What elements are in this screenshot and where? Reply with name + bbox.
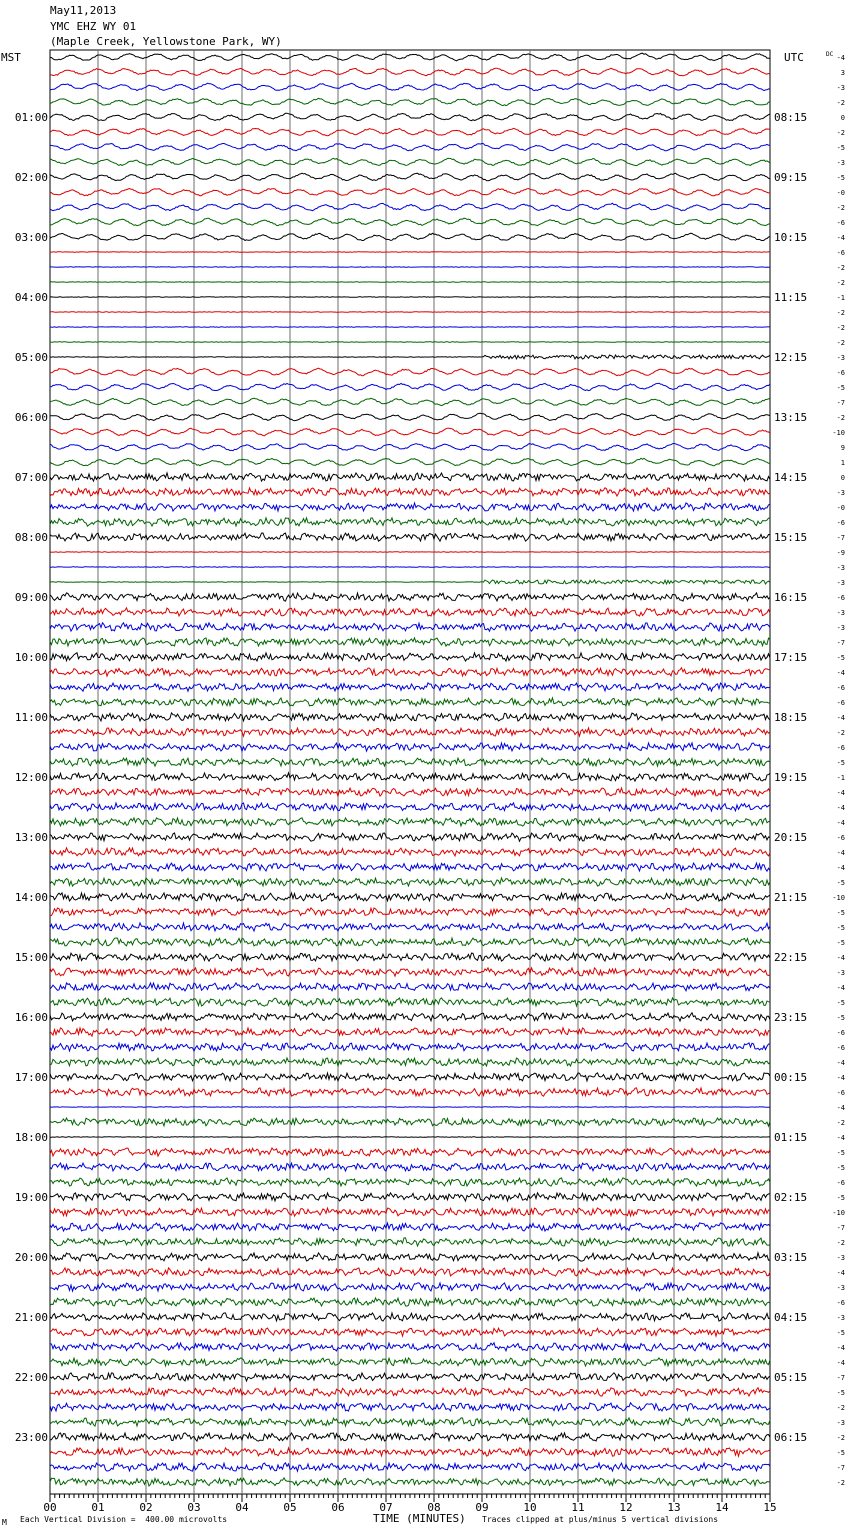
utc-hour-label: 13:15 [774,411,808,424]
trace-line [50,1088,770,1096]
dc-offset-label: -2 [836,1119,845,1127]
corner-mark: M [2,1518,7,1527]
dc-offset-label: -4 [836,984,845,992]
trace-line [50,878,770,886]
trace-line [50,1148,770,1156]
trace-line [50,1208,770,1216]
x-tick-label: 08 [427,1501,441,1514]
mst-hour-label: 14:00 [14,891,48,904]
x-tick-label: 07 [379,1501,393,1514]
dc-offset-label: -10 [832,894,845,902]
dc-offset-label: -2 [836,1434,845,1442]
dc-offset-label: -5 [836,384,845,392]
trace-line [50,1283,770,1291]
dc-offset-label: -3 [836,579,845,587]
trace-line [50,683,770,691]
trace-line [50,1163,770,1171]
dc-offset-label: -6 [836,519,845,527]
trace-line [50,473,770,481]
utc-hour-label: 15:15 [774,531,808,544]
dc-offset-label: -4 [836,1074,845,1082]
dc-offset-label: -4 [836,789,845,797]
dc-offset-label: -4 [836,1104,845,1112]
dc-offset-label: -3 [836,354,845,362]
dc-offset-label: -4 [836,714,845,722]
dc-offset-label: -4 [836,804,845,812]
trace-line [50,1073,770,1081]
mst-hour-label: 17:00 [14,1071,48,1084]
dc-offset-label: -3 [836,624,845,632]
clip-note: Traces clipped at plus/minus 5 vertical divisions [482,1515,719,1524]
x-tick-label: 01 [91,1501,105,1514]
utc-hour-label: 18:15 [774,711,808,724]
dc-offset-label: -7 [836,639,845,647]
trace-line [50,83,770,91]
dc-offset-label: -0 [836,504,845,512]
mst-hour-label: 08:00 [14,531,48,544]
dc-offset-label: -3 [836,84,845,92]
dc-offset-label: -7 [836,1464,845,1472]
mst-hour-label: 05:00 [14,351,48,364]
trace-line [50,533,770,541]
dc-offset-label: -5 [836,174,845,182]
mst-hour-label: 04:00 [14,291,48,304]
trace-line [50,1418,770,1426]
dc-offset-label: 9 [840,444,845,452]
utc-hour-label: 02:15 [774,1191,808,1204]
dc-offset-label: -3 [836,1254,845,1262]
dc-offset-label: -6 [836,594,845,602]
mst-hour-label: 02:00 [14,171,48,184]
trace-line [50,1358,770,1366]
utc-hour-label: 06:15 [774,1431,808,1444]
trace-line [50,638,770,646]
trace-line [50,1193,770,1201]
dc-offset-label: -6 [836,1044,845,1052]
dc-offset-label: -5 [836,1194,845,1202]
utc-hour-label: 19:15 [774,771,808,784]
mst-hour-label: 10:00 [14,651,48,664]
trace-line [50,189,770,196]
dc-offset-label: -6 [836,1029,845,1037]
trace-line [50,863,770,871]
dc-offset-label: -7 [836,399,845,407]
trace-line [50,1043,770,1051]
station-label: YMC EHZ WY 01 [50,20,137,33]
x-tick-label: 12 [619,1501,633,1514]
x-tick-label: 14 [715,1501,729,1514]
trace-line [50,1388,770,1396]
trace-line [50,938,770,946]
dc-offset-label: -6 [836,1179,845,1187]
trace-line [50,1013,770,1021]
trace-line [50,443,770,450]
mst-hour-label: 20:00 [14,1251,48,1264]
dc-offset-label: -5 [836,1329,845,1337]
dc-offset-label: 0 [840,114,845,122]
utc-hour-label: 20:15 [774,831,808,844]
x-tick-label: 00 [43,1501,57,1514]
x-tick-label: 13 [667,1501,681,1514]
dc-offset-label: -2 [836,414,845,422]
dc-offset-label: -4 [836,1134,845,1142]
dc-offset-label: -0 [836,189,845,197]
dc-offset-label: -4 [836,1059,845,1067]
dc-offset-label: -3 [836,609,845,617]
trace-line [50,1373,770,1381]
dc-offset-label: -5 [836,759,845,767]
mst-hour-label: 01:00 [14,111,48,124]
dc-offset-label: -1 [836,294,845,302]
trace-line [50,1343,770,1351]
dc-offset-label: -3 [836,1314,845,1322]
dc-offset-label: -4 [836,954,845,962]
utc-hour-label: 11:15 [774,291,808,304]
dc-offset-label: -4 [836,234,845,242]
x-axis-title: TIME (MINUTES) [373,1512,466,1525]
trace-line [50,398,770,405]
trace-line [50,68,770,76]
dc-offset-label: -7 [836,534,845,542]
trace-line [50,218,770,226]
trace-line [50,1313,770,1321]
utc-hour-label: 09:15 [774,171,808,184]
trace-line [50,383,770,390]
trace-line [50,968,770,976]
utc-hour-label: 01:15 [774,1131,808,1144]
dc-offset-label: -6 [836,1089,845,1097]
dc-offset-label: -6 [836,369,845,377]
utc-hour-label: 14:15 [774,471,808,484]
trace-line [50,593,770,601]
utc-hour-label: 03:15 [774,1251,808,1264]
dc-offset-label: -3 [836,969,845,977]
mst-hour-label: 18:00 [14,1131,48,1144]
x-tick-label: 15 [763,1501,777,1514]
x-tick-label: 10 [523,1501,537,1514]
utc-axis-label: UTC [784,51,804,64]
mst-hour-label: 22:00 [14,1371,48,1384]
utc-hour-label: 04:15 [774,1311,808,1324]
trace-line [50,158,770,165]
dc-offset-label: -4 [836,1269,845,1277]
dc-offset-label: -7 [836,1374,845,1382]
trace-line [50,758,770,766]
mst-hour-label: 12:00 [14,771,48,784]
dc-offset-label: -5 [836,999,845,1007]
dc-offset-label: -1 [836,774,845,782]
trace-line [50,518,770,526]
dc-offset-label: -2 [836,1239,845,1247]
trace-line [50,743,770,751]
dc-offset-label: -4 [836,849,845,857]
scale-note: Each Vertical Division = 400.00 microvolts [20,1515,228,1524]
trace-line [50,458,770,466]
dc-label: DC [826,51,834,58]
trace-line [50,173,770,181]
dc-offset-label: -5 [836,1149,845,1157]
trace-line [50,1463,770,1471]
dc-offset-label: -10 [832,1209,845,1217]
dc-offset-label: -4 [836,54,845,62]
dc-offset-label: -2 [836,129,845,137]
mst-hour-label: 03:00 [14,231,48,244]
trace-line [50,773,770,781]
dc-offset-label: -5 [836,939,845,947]
trace-line [50,803,770,811]
dc-offset-label: -6 [836,684,845,692]
trace-line [50,203,770,211]
trace-line [50,1448,770,1456]
trace-line [50,788,770,796]
utc-hour-label: 08:15 [774,111,808,124]
x-tick-label: 06 [331,1501,345,1514]
mst-hour-label: 09:00 [14,591,48,604]
trace-line [50,923,770,931]
trace-line [50,1058,770,1066]
dc-offset-label: -6 [836,1299,845,1307]
dc-offset-label: -6 [836,834,845,842]
trace-line [50,233,770,240]
trace-line [50,623,770,631]
trace-line [50,608,770,616]
dc-offset-label: -2 [836,324,845,332]
dc-offset-label: -3 [836,159,845,167]
dc-offset-label: -5 [836,1164,845,1172]
trace-line [50,1328,770,1336]
mst-hour-label: 16:00 [14,1011,48,1024]
dc-offset-label: -5 [836,1389,845,1397]
trace-line [50,428,770,436]
mst-hour-label: 06:00 [14,411,48,424]
dc-offset-label: -2 [836,729,845,737]
dc-offset-label: -6 [836,219,845,227]
dc-offset-label: -5 [836,654,845,662]
dc-offset-label: -3 [836,1284,845,1292]
dc-offset-label: -5 [836,909,845,917]
x-tick-label: 11 [571,1501,585,1514]
x-tick-label: 05 [283,1501,297,1514]
dc-offset-label: -2 [836,264,845,272]
x-tick-label: 02 [139,1501,153,1514]
trace-line [50,1238,770,1246]
mst-hour-label: 21:00 [14,1311,48,1324]
dc-offset-label: -6 [836,699,845,707]
trace-line [50,1478,770,1486]
trace-line [50,368,770,376]
mst-hour-label: 19:00 [14,1191,48,1204]
dc-offset-label: -5 [836,924,845,932]
trace-line [50,355,770,359]
trace-line [50,908,770,916]
trace-line [50,833,770,841]
dc-offset-label: -10 [832,429,845,437]
utc-hour-label: 10:15 [774,231,808,244]
x-tick-label: 09 [475,1501,489,1514]
x-tick-label: 04 [235,1501,249,1514]
trace-line [50,1433,770,1441]
trace-line [50,953,770,961]
dc-offset-label: -3 [836,489,845,497]
dc-offset-label: -6 [836,744,845,752]
trace-line [50,848,770,856]
trace-line [50,1178,770,1186]
dc-offset-label: -5 [836,879,845,887]
trace-line [50,488,770,496]
dc-offset-label: -5 [836,1449,845,1457]
trace-line [50,818,770,826]
trace-line [50,1253,770,1261]
trace-line [50,653,770,661]
dc-offset-label: 0 [840,474,845,482]
dc-offset-label: -2 [836,1404,845,1412]
dc-offset-label: -2 [836,99,845,107]
trace-line [50,1028,770,1036]
trace-line [50,1118,770,1126]
mst-hour-label: 23:00 [14,1431,48,1444]
utc-hour-label: 00:15 [774,1071,808,1084]
trace-line [50,98,770,106]
dc-offset-label: -5 [836,1014,845,1022]
dc-offset-label: 1 [840,459,845,467]
trace-line [50,1223,770,1231]
utc-hour-label: 21:15 [774,891,808,904]
trace-line [50,503,770,511]
trace-line [50,113,770,121]
dc-offset-label: -4 [836,669,845,677]
date-label: May11,2013 [50,4,117,17]
utc-hour-label: 22:15 [774,951,808,964]
dc-offset-label: -2 [836,309,845,317]
utc-hour-label: 05:15 [774,1371,808,1384]
dc-offset-label: -4 [836,1344,845,1352]
utc-hour-label: 12:15 [774,351,808,364]
dc-offset-label: -7 [836,1224,845,1232]
dc-offset-label: -4 [836,819,845,827]
trace-line [50,713,770,721]
dc-offset-label: -3 [836,564,845,572]
utc-hour-label: 16:15 [774,591,808,604]
trace-line [50,698,770,706]
dc-offset-label: -2 [836,1479,845,1487]
trace-line [50,668,770,676]
trace-line [50,413,770,420]
utc-hour-label: 23:15 [774,1011,808,1024]
mst-hour-label: 13:00 [14,831,48,844]
dc-offset-label: -2 [836,339,845,347]
trace-line [50,998,770,1006]
trace-line [50,580,770,584]
mst-axis-label: MST [1,51,21,64]
dc-offset-label: -9 [836,549,845,557]
dc-offset-label: 3 [840,69,845,77]
mst-hour-label: 15:00 [14,951,48,964]
dc-offset-label: -3 [836,1419,845,1427]
trace-line [50,893,770,901]
dc-offset-label: -2 [836,204,845,212]
trace-line [50,1268,770,1276]
dc-offset-label: -4 [836,1359,845,1367]
trace-line [50,1403,770,1411]
dc-offset-label: -5 [836,144,845,152]
utc-hour-label: 17:15 [774,651,808,664]
trace-line [50,143,770,150]
dc-offset-label: -4 [836,864,845,872]
trace-line [50,1298,770,1306]
dc-offset-label: -2 [836,279,845,287]
mst-hour-label: 07:00 [14,471,48,484]
trace-line [50,53,770,61]
trace-line [50,128,770,135]
dc-offset-label: -6 [836,249,845,257]
location-label: (Maple Creek, Yellowstone Park, WY) [50,35,282,48]
trace-line [50,728,770,736]
x-tick-label: 03 [187,1501,201,1514]
mst-hour-label: 11:00 [14,711,48,724]
trace-line [50,983,770,991]
